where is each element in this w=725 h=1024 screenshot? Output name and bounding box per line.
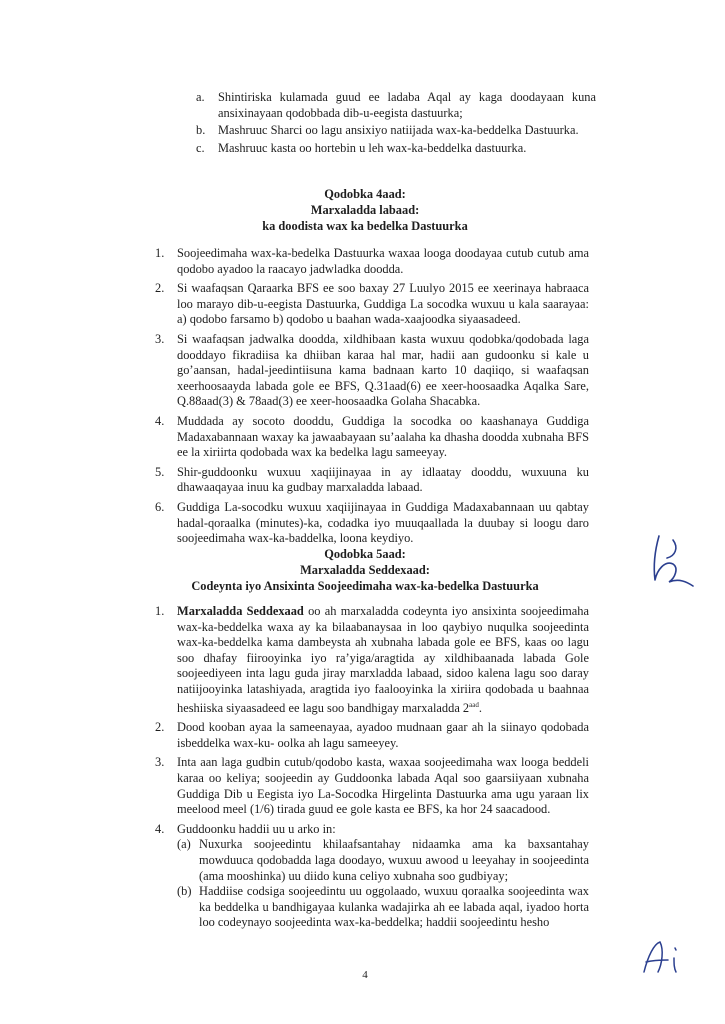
- list-number: 3.: [155, 331, 165, 346]
- list-item: [155, 332, 589, 410]
- section-title: Qodobka 4aad:: [324, 187, 406, 201]
- section-subtitle: Marxaladda labaad:: [310, 203, 420, 217]
- list-item: [155, 246, 589, 277]
- list-item-end: .: [478, 700, 482, 715]
- page-number: 4: [362, 969, 368, 981]
- list-item: [196, 90, 596, 121]
- sub-list-item: [177, 837, 589, 884]
- list-item: [196, 123, 596, 139]
- bold-term: Marxaladda Seddexaad: [177, 604, 304, 618]
- sub-list-text: Haddiise codsiga soojeedintu uu oggolaado, wuxuu qoraalka soojeedinta wax ka beddelka u bandhigayaa kulanka wadajirka ah ee labada aqal, iyadoo horta loo codeynayo soojeedinta wax-ka-beddelka; haddii soojeedintu hesho: [199, 884, 589, 930]
- section-5-list: [155, 604, 589, 931]
- list-item-text: Mashruuc kasta oo hortebin u leh wax-ka-beddelka dastuurka.: [218, 140, 527, 155]
- section-subtitle: Marxaladda Seddexaad:: [300, 563, 430, 577]
- list-marker: a.: [196, 90, 205, 104]
- list-item: [155, 500, 589, 547]
- list-item: [155, 822, 589, 931]
- list-number: 6.: [155, 499, 165, 514]
- list-item-text: Soojeedimaha wax-ka-bedelka Dastuurka waxaa looga doodayaa cutub cutub ama qodobo ayadoo la raacayo jadwladka doodda.: [177, 246, 589, 276]
- section-subtitle-2: ka doodista wax ka bedelka Dastuurka: [262, 219, 468, 233]
- section-subtitle-2: Codeynta iyo Ansixinta Soojeedimaha wax-ka-bedelka Dastuurka: [191, 579, 539, 593]
- list-number: 1.: [155, 604, 165, 618]
- list-item-text: Si waafaqsan jadwalka doodda, xildhibaan kasta wuxuu qodobka/qodobada laga dooddayo fikradiisa ka dhiiban karaa hal mar, hadii aan gudoonku si kale u go’aansan, hadal-jeedintiisuna kama badnaan karto 10 daqiiqo, si waafaqsan xeerhoosaayda labada gole ee BFS, Q.31aad(6) ee xeer-hoosaadka Aqalka Sare, Q.88aad(3) & 78aad(3) ee xeer-hoosaadka Golaha Shacabka.: [177, 331, 589, 409]
- list-item-text: Inta aan laga gudbin cutub/qodobo kasta, waxaa soojeedimaha wax looga beddeli karaa oo keliya; soojeedin ay Guddoonka labada Aqal soo gaarsiiyaan xubnaha Guddiga Dib u Eegista iyo La-Socodka Hirgelinta Dastuurka ama ugu yaraan lix meelood meel (1/6) tirada guud ee gole kasta ee BFS, ka hor 24 saacadood.: [177, 755, 589, 817]
- list-item-text: Guddiga La-socodku wuxuu xaqiijinayaa in Guddiga Madaxabannaan uu qabtay hadal-qoraalka (minutes)-ka, codadka iyo muuqaallada la duubay si loogu daro soojeedimaha wax-ka-baddelka, loona keydiyo.: [177, 499, 589, 546]
- list-item: [155, 465, 589, 496]
- list-item-text: Muddada ay socoto dooddu, Guddiga la socodka oo kaashanaya Guddiga Madaxabannaan waxay ka jawaabayaan su’aalaha ka dhasha doodda xubnaha BFS ee la xiriirta qodobada wax ka bedelka lagu sameeyay.: [177, 413, 589, 460]
- list-item-text: Si waafaqsan Qaraarka BFS ee soo baxay 27 Luulyo 2015 ee xeerinaya habraaca loo marayo dib-u-eegista Dastuurka, Guddiga La socodka wuxuu u kala saarayaa: a) qodobo farsamo b) qodobo u baahan wada-xaajoodka siyaasadeed.: [177, 281, 589, 327]
- lettered-list: [196, 90, 596, 158]
- list-number: 5.: [155, 464, 165, 479]
- list-item-text: Guddoonku haddii uu u arko in:: [177, 821, 336, 836]
- list-number: 2.: [155, 281, 165, 296]
- sub-list-marker: (b): [177, 884, 192, 899]
- list-item-text: Shintiriska kulamada guud ee ladaba Aqal ay kaga doodayaan kuna ansixinayaan qodobbada dib-u-eegista dastuurka;: [218, 90, 596, 120]
- list-number: 4.: [155, 821, 165, 836]
- superscript: aad: [469, 700, 479, 709]
- section-title: Qodobka 5aad:: [324, 547, 406, 561]
- list-item: [155, 604, 589, 716]
- list-item: [155, 755, 589, 817]
- sub-list-marker: (a): [177, 837, 191, 852]
- list-number: 2.: [155, 720, 165, 735]
- list-number: 3.: [155, 755, 165, 770]
- handwritten-initials-signature-bottom: [640, 938, 690, 978]
- handwritten-initials-signature: [645, 530, 705, 590]
- list-item-text: Mashruuc Sharci oo lagu ansixiyo natiijada wax-ka-beddelka Dastuurka.: [218, 123, 579, 138]
- list-marker: c.: [196, 140, 205, 155]
- list-item: [155, 414, 589, 461]
- list-item-text: Dood kooban ayaa la sameenayaa, ayadoo mudnaan gaar ah la siinayo qodobada isbeddelka wax-ku- oolka ah lagu sameeyey.: [177, 720, 589, 750]
- list-item: [155, 720, 589, 751]
- list-item: [196, 141, 596, 157]
- section-5-heading: [160, 546, 570, 594]
- list-item-text: oo ah marxaladda codeynta iyo ansixinta soojeedimaha wax-ka-beddelka waxa ay ka bilaabanaysaa in loo qaybiyo nuqulka soojeedinta wax-ka-beddelka kama dambeysta ah xubnaha labada gole ee BFS, kaas oo lagu soo dhafay fiirooyinka iyo ra’yiga/aragtida ay xildhibaanada labada Gole soojeediyeen inta lagu guda jiray marxladda labaad, sidoo kalena lagu soo daray natiijooyinka latashiyada, aragtida iyo faalooyinka la xiriira qodobada u baahnaa heshiiska siyaasadeed ee lagu soo bandhigay marxaladda 2: [177, 604, 589, 715]
- sub-list-text: Nuxurka soojeedintu khilaafsantahay nidaamka ama ka baxsantahay mowduuca qodobadda laga doodayo, wuxuu awood u leeyahay in soojeedinta (ama mooshinka) uu diido kuna celiyo xubnaha soo gudbiyay;: [199, 837, 589, 883]
- sub-list: [177, 837, 589, 931]
- list-item-text: Shir-guddoonku wuxuu xaqiijinayaa in ay idlaatay dooddu, wuxuuna ku dhawaaqayaa inuu ka gudbay marxaladda labaad.: [177, 464, 589, 495]
- list-item: [155, 281, 589, 328]
- sub-list-item: [177, 884, 589, 931]
- list-marker: b.: [196, 123, 206, 138]
- list-number: 4.: [155, 413, 165, 428]
- list-number: 1.: [155, 246, 165, 260]
- section-4-list: [155, 246, 589, 547]
- section-4-heading: [160, 186, 570, 234]
